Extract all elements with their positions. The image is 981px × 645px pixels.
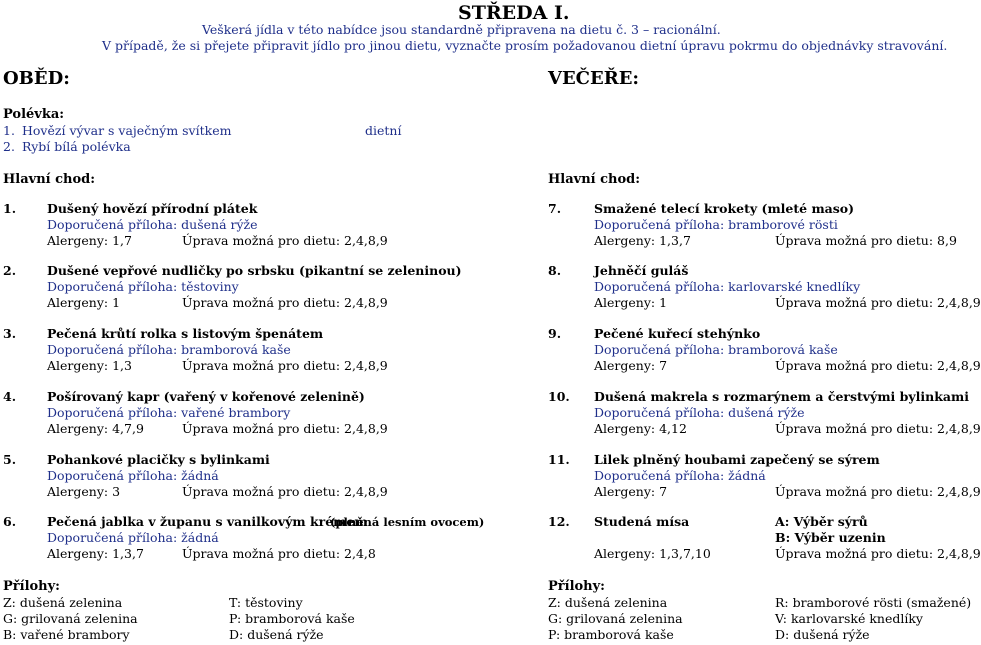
item-allergens: Alergeny: 4,12 (594, 421, 687, 436)
item-name: Lilek plněný houbami zapečený se sýrem (594, 452, 880, 467)
item-number: 11. (548, 452, 570, 467)
side-item: D: dušená rýže (775, 627, 870, 642)
item-allergens: Alergeny: 1,3,7 (594, 233, 691, 248)
item-allergens: Alergeny: 1,3 (47, 358, 132, 373)
item-number: 5. (3, 452, 17, 467)
item-side: Doporučená příloha: vařené brambory (47, 405, 291, 420)
soup-name: Hovězí vývar s vaječným svítkem (22, 123, 232, 138)
item-diet: Úprava možná pro dietu: 2,4,8,9 (182, 295, 388, 310)
item-side: Doporučená příloha: bramborová kaše (594, 342, 838, 357)
item-side: Doporučená příloha: bramborové rösti (594, 217, 838, 232)
soup-diet-note: dietní (365, 123, 402, 138)
cold-option-a: A: Výběr sýrů (775, 514, 868, 529)
item-diet: Úprava možná pro dietu: 2,4,8,9 (775, 295, 981, 310)
lunch-main-heading: Hlavní chod: (3, 172, 96, 187)
side-item: V: karlovarské knedlíky (775, 611, 923, 626)
soup-name: Rybí bílá polévka (22, 139, 131, 154)
item-side: Doporučená příloha: dušená rýže (594, 405, 805, 420)
lunch-sides-heading: Přílohy: (3, 579, 60, 594)
item-allergens: Alergeny: 1 (594, 295, 668, 310)
cold-option-b: B: Výběr uzenin (775, 530, 886, 545)
item-side: Doporučená příloha: žádná (594, 468, 766, 483)
item-name: Smažené telecí krokety (mleté maso) (594, 201, 855, 216)
item-side: Doporučená příloha: bramborová kaše (47, 342, 291, 357)
item-allergens: Alergeny: 1,3,7,10 (594, 546, 711, 561)
item-name: Jehněčí guláš (594, 263, 689, 278)
item-side: Doporučená příloha: těstoviny (47, 279, 239, 294)
item-number: 4. (3, 389, 17, 404)
item-name: Dušená makrela s rozmarýnem a čerstvými bylinkami (594, 389, 969, 404)
item-allergens: Alergeny: 7 (594, 484, 668, 499)
item-diet: Úprava možná pro dietu: 2,4,8,9 (182, 421, 388, 436)
item-side: Doporučená příloha: dušená rýže (47, 217, 258, 232)
item-allergens: Alergeny: 7 (594, 358, 668, 373)
item-number: 12. (548, 514, 570, 529)
dinner-main-heading: Hlavní chod: (548, 172, 641, 187)
item-allergens: Alergeny: 3 (47, 484, 121, 499)
soup-heading: Polévka: (3, 107, 65, 122)
side-item: P: bramborová kaše (229, 611, 355, 626)
item-side: Doporučená příloha: karlovarské knedlíky (594, 279, 861, 294)
item-diet: Úprava možná pro dietu: 2,4,8,9 (775, 421, 981, 436)
item-side: Doporučená příloha: žádná (47, 468, 219, 483)
soup-number: 2. (3, 139, 15, 154)
dinner-sides-heading: Přílohy: (548, 579, 605, 594)
item-side: Doporučená příloha: žádná (47, 530, 219, 545)
lunch-title: OBĚD: (3, 68, 70, 89)
item-name: Pohankové placičky s bylinkami (47, 452, 270, 467)
side-item: G: grilovaná zelenina (548, 611, 683, 626)
item-diet: Úprava možná pro dietu: 2,4,8,9 (775, 484, 981, 499)
item-number: 2. (3, 263, 17, 278)
soup-number: 1. (3, 123, 15, 138)
item-number: 1. (3, 201, 17, 216)
item-diet: Úprava možná pro dietu: 2,4,8,9 (182, 358, 388, 373)
item-number: 9. (548, 326, 562, 341)
item-name: Pečená krůtí rolka s listovým špenátem (47, 326, 324, 341)
side-item: R: bramborové rösti (smažené) (775, 595, 972, 610)
diet-instruction: V případě, že si přejete připravit jídlo pro jinou dietu, vyznačte prosím požadovanou dietní úpravu pokrmu do objednávky stravování. (102, 38, 948, 53)
item-diet: Úprava možná pro dietu: 2,4,8,9 (182, 484, 388, 499)
page-title: STŘEDA I. (458, 2, 570, 24)
item-name: Pečené kuřecí stehýnko (594, 326, 761, 341)
dinner-title: VEČEŘE: (548, 68, 640, 89)
item-allergens: Alergeny: 1,3,7 (47, 546, 144, 561)
item-name: Pošírovaný kapr (vařený v kořenové zelenině) (47, 389, 365, 404)
item-name: Pečená jablka v županu s vanilkovým krémem (47, 514, 368, 529)
item-number: 7. (548, 201, 562, 216)
item-allergens: Alergeny: 1,7 (47, 233, 132, 248)
item-name: Dušené vepřové nudličky po srbsku (pikantní se zeleninou) (47, 263, 462, 278)
item-name: Dušený hovězí přírodní plátek (47, 201, 258, 216)
side-item: G: grilovaná zelenina (3, 611, 138, 626)
item-allergens: Alergeny: 1 (47, 295, 121, 310)
side-item: T: těstoviny (229, 595, 303, 610)
item-name-extra: (plněná lesním ovocem) (330, 515, 485, 529)
item-diet: Úprava možná pro dietu: 2,4,8 (182, 546, 376, 561)
side-item: P: bramborová kaše (548, 627, 674, 642)
item-number: 10. (548, 389, 570, 404)
item-number: 3. (3, 326, 17, 341)
item-diet: Úprava možná pro dietu: 2,4,8,9 (182, 233, 388, 248)
diet-notice: Veškerá jídla v této nabídce jsou standardně připravena na dietu č. 3 – racionální. (202, 22, 721, 37)
item-number: 8. (548, 263, 562, 278)
side-item: Z: dušená zelenina (3, 595, 123, 610)
side-item: B: vařené brambory (3, 627, 130, 642)
side-item: D: dušená rýže (229, 627, 324, 642)
item-diet: Úprava možná pro dietu: 2,4,8,9 (775, 546, 981, 561)
item-diet: Úprava možná pro dietu: 8,9 (775, 233, 957, 248)
item-name: Studená mísa (594, 514, 690, 529)
item-allergens: Alergeny: 4,7,9 (47, 421, 144, 436)
item-diet: Úprava možná pro dietu: 2,4,8,9 (775, 358, 981, 373)
side-item: Z: dušená zelenina (548, 595, 668, 610)
item-number: 6. (3, 514, 17, 529)
